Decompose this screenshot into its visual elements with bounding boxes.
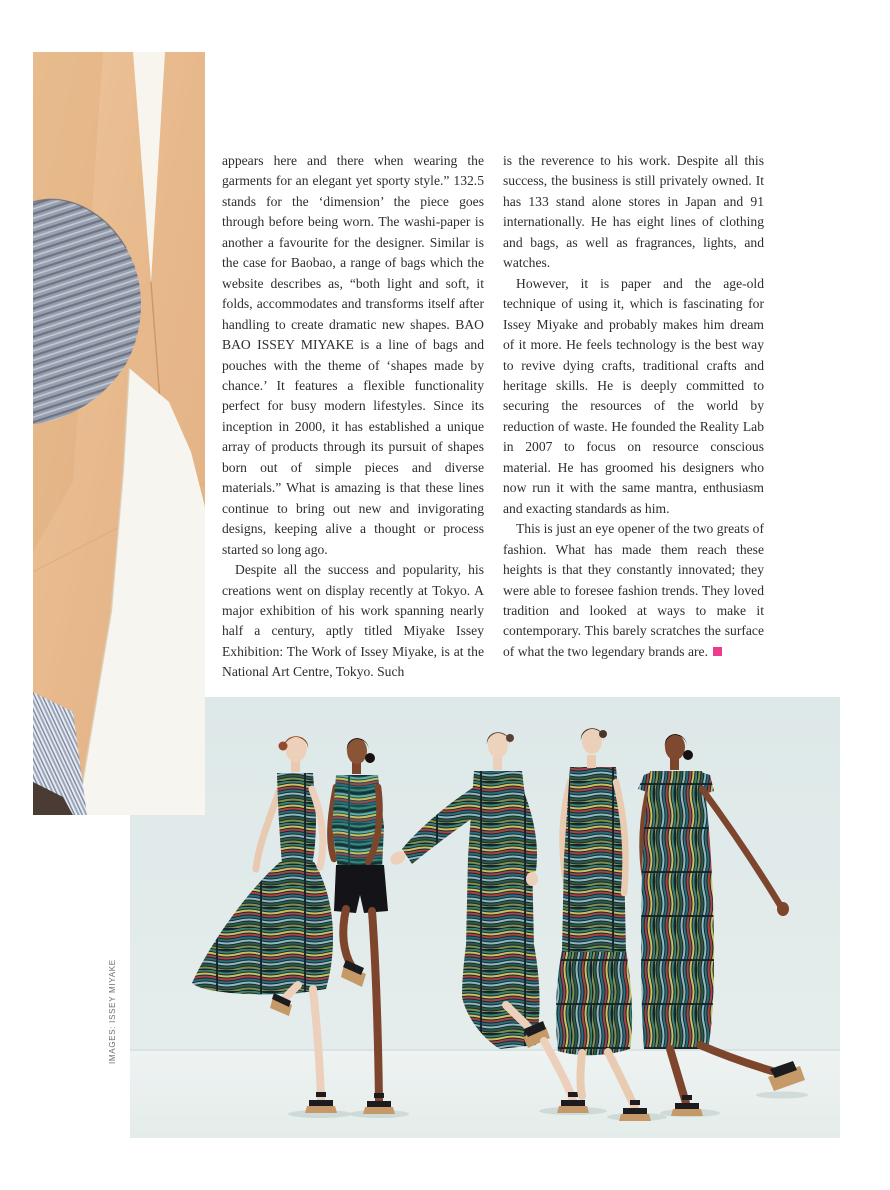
studio-floor xyxy=(130,1050,840,1138)
models-illustration xyxy=(130,697,840,1138)
paragraph: Despite all the success and popularity, his creations went on display recently at Tokyo. A major exhibition of his work spanning nearly half a century, aptly titled Miyake Issey Exhibition: The Work of Issey Miyake, is at the National Art Centre, Tokyo. Such xyxy=(222,562,484,680)
paragraph: However, it is paper and the age-old technique of using it, which is fascinating for Issey Miyake and probably makes him dream of it more. He feels technology is the best way to revive dying crafts, traditional crafts and heritage skills. He is deeply committed to securing the resources of the world by reduction of waste. He founded the Reality Lab in 2007 to focus on resource conscious material. He has groomed his designers who now run it with the same mantra, enthusiasm and exacting standards as him. xyxy=(503,275,764,516)
paragraph-text: This is just an eye opener of the two greats of fashion. What has made them reach these heights is that they constantly innovated; they were able to foresee fashion trends. They loved tradition and looked at ways to make it contemporary. This barely scratches the surface of what the two legendary brands are. xyxy=(503,521,764,659)
washi-paper-illustration xyxy=(33,52,205,815)
paragraph xyxy=(503,519,764,662)
striped-dress xyxy=(641,771,714,1049)
article-column-right xyxy=(503,151,764,662)
article-end-mark xyxy=(713,647,722,656)
skirt xyxy=(556,950,632,1055)
photo-credit-vertical: IMAGES: ISSEY MIYAKE xyxy=(108,959,117,1064)
face xyxy=(286,736,307,762)
article-column-left xyxy=(222,151,484,683)
paragraph: is the reverence to his work. Despite all this success, the business is still privately owned. It has 133 stand alone stores in Japan and 91 internationally. He has eight lines of clothing and bags, as well as fragrances, lights, and watches. xyxy=(503,153,764,271)
runway-photo xyxy=(130,697,840,1138)
paragraph: appears here and there when wearing the garments for an elegant yet sporty style.” 132.5 stands for the ‘dimension’ the piece goes through before being worn. The washi-paper is another a favourite for the designer. Similar is the case for Baobao, a range of bags which the website describes as, “both light and soft, it folds, accommodates and transforms itself after handling to create dramatic new shapes. BAO BAO ISSEY MIYAKE is a line of bags and pouches with the theme of ‘shapes made by chance.’ It features a flexible functionality perfect for busy modern lifestyles. Since its inception in 2000, it has established a unique array of products through its pursuit of shapes born out of simple pieces and diverse materials.” What is amazing is that these lines continue to bring out new and invigorating designs, keeping alive a thought or process started so long ago. xyxy=(222,153,484,557)
washi-paper-photo xyxy=(33,52,205,815)
